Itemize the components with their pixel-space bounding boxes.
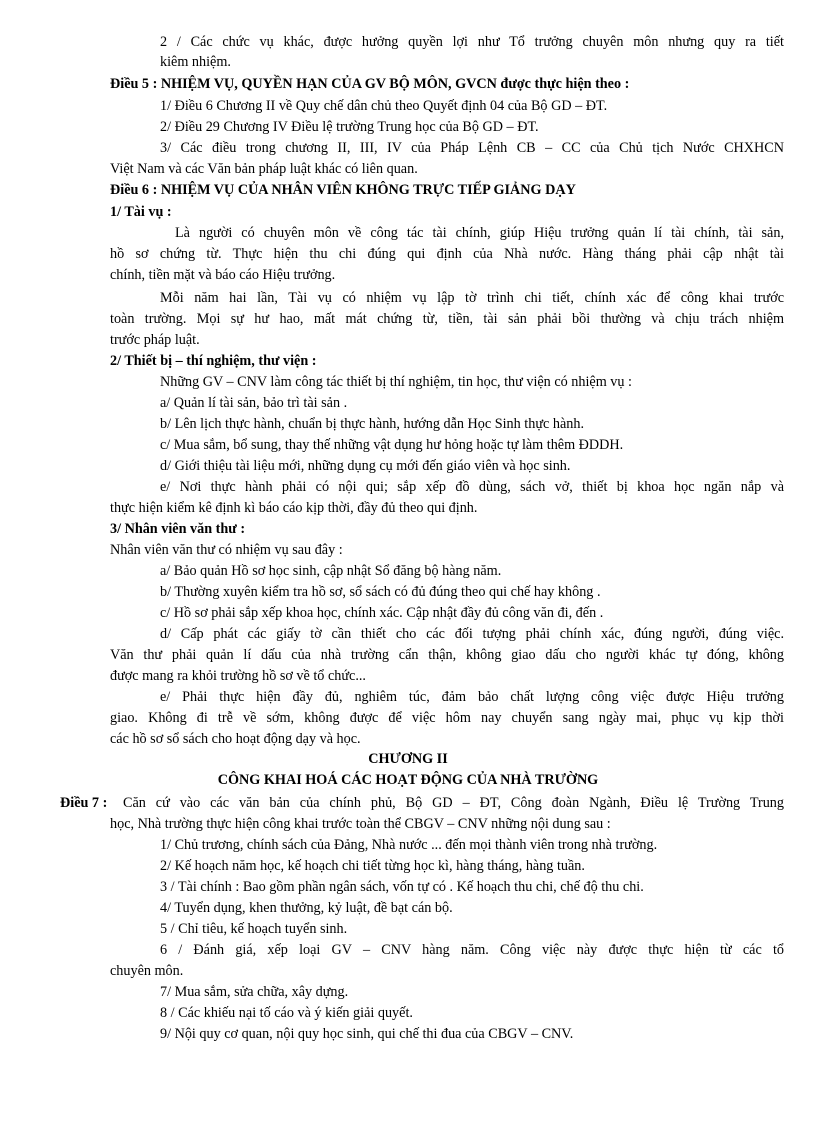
article-7-intro-continuation: học, Nhà trường thực hiện công khai trước toàn thể CBGV – CNV những nội dung sau : bbox=[110, 816, 611, 832]
article-5-item-3-continuation: Việt Nam và các Văn bản pháp luật khác có liên quan. bbox=[110, 161, 418, 177]
article-7-item-6: 6 / Đánh giá, xếp loại GV – CNV hàng năm. Công việc này được thực hiện từ các tổ bbox=[160, 942, 784, 958]
equipment-item-e: e/ Nơi thực hành phải có nội qui; sắp xếp đồ dùng, sách vở, thiết bị khoa học ngăn nắp và bbox=[160, 479, 784, 495]
section-equipment-heading: 2/ Thiết bị – thí nghiệm, thư viện : bbox=[110, 353, 317, 369]
clerk-item-e: e/ Phải thực hiện đầy đủ, nghiêm túc, đảm bảo chất lượng công việc được Hiệu trưởng bbox=[160, 689, 784, 705]
clerk-item-e-line-2: giao. Không đi trễ về sớm, không được để việc hôm nay chuyển sang ngày mai, phục vụ kịp thời bbox=[110, 710, 784, 726]
finance-paragraph-2-line-2: toàn trường. Mọi sự hư hao, mất mát chứng từ, tiền, tài sản phải bồi thường và chịu trách nhiệm bbox=[110, 311, 784, 327]
article-7-item-8: 8 / Các khiếu nại tố cáo và ý kiến giải quyết. bbox=[160, 1005, 413, 1021]
article-7-item-7: 7/ Mua sắm, sửa chữa, xây dựng. bbox=[160, 984, 349, 1000]
article-6-heading: Điều 6 : NHIỆM VỤ CỦA NHÂN VIÊN KHÔNG TRỰC TIẾP GIẢNG DẠY bbox=[110, 182, 576, 198]
equipment-item-e-continuation: thực hiện kiểm kê định kì báo cáo kịp thời, đầy đủ theo qui định. bbox=[110, 500, 478, 516]
clerk-item-d-line-3: được mang ra khỏi trường hồ sơ về tổ chức... bbox=[110, 668, 366, 684]
article-7-item-4: 4/ Tuyển dụng, khen thưởng, kỷ luật, đề bạt cán bộ. bbox=[160, 900, 453, 916]
article-7-item-3: 3 / Tài chính : Bao gồm phần ngân sách, vốn tự có . Kế hoạch thu chi, chế độ thu chi. bbox=[160, 879, 644, 895]
section-clerk-heading: 3/ Nhân viên văn thư : bbox=[110, 521, 246, 537]
finance-paragraph-2: Mỗi năm hai lần, Tài vụ có nhiệm vụ lập tờ trình chi tiết, chính xác để công khai trước bbox=[160, 290, 784, 306]
equipment-item-b: b/ Lên lịch thực hành, chuẩn bị thực hành, hướng dẫn Học Sinh thực hành. bbox=[160, 416, 584, 432]
article-7-item-1: 1/ Chủ trương, chính sách của Đảng, Nhà nước ... đến mọi thành viên trong nhà trường. bbox=[160, 837, 658, 853]
equipment-item-d: d/ Giới thiệu tài liệu mới, những dụng cụ mới đến giáo viên và học sinh. bbox=[160, 458, 571, 474]
article-7-label: Điều 7 : bbox=[60, 795, 108, 811]
article-5-item-2: 2/ Điều 29 Chương IV Điều lệ trường Trung học của Bộ GD – ĐT. bbox=[160, 119, 539, 135]
finance-paragraph-1-line-3: chính, tiền mặt và báo cáo Hiệu trưởng. bbox=[110, 267, 336, 283]
section-finance-heading: 1/ Tài vụ : bbox=[110, 204, 172, 220]
item-2-continuation: kiêm nhiệm. bbox=[160, 54, 231, 70]
chapter-title: CHƯƠNG II bbox=[368, 751, 448, 767]
finance-paragraph-2-line-3: trước pháp luật. bbox=[110, 332, 200, 348]
clerk-item-e-line-3: các hồ sơ sổ sách cho hoạt động dạy và học. bbox=[110, 731, 361, 747]
finance-paragraph-1: Là người có chuyên môn về công tác tài chính, giúp Hiệu trưởng quản lí tài chính, tài sản, bbox=[175, 225, 784, 241]
article-7-intro: Căn cứ vào các văn bản của chính phủ, Bộ GD – ĐT, Công đoàn Ngành, Điều lệ Trường Trung bbox=[123, 795, 784, 811]
article-5-heading: Điều 5 : NHIỆM VỤ, QUYỀN HẠN CỦA GV BỘ MÔN, GVCN được thực hiện theo : bbox=[110, 76, 630, 92]
clerk-intro: Nhân viên văn thư có nhiệm vụ sau đây : bbox=[110, 542, 343, 558]
article-5-item-3: 3/ Các điều trong chương II, III, IV của Pháp Lệnh CB – CC của Chủ tịch Nước CHXHCN bbox=[160, 140, 784, 156]
chapter-subtitle: CÔNG KHAI HOÁ CÁC HOẠT ĐỘNG CỦA NHÀ TRƯỜNG bbox=[217, 772, 599, 788]
clerk-item-b: b/ Thường xuyên kiểm tra hồ sơ, sổ sách có đủ đúng theo qui chế hay không . bbox=[160, 584, 601, 600]
clerk-item-c: c/ Hồ sơ phải sắp xếp khoa học, chính xác. Cập nhật đầy đủ công văn đi, đến . bbox=[160, 605, 604, 621]
article-7-item-2: 2/ Kế hoạch năm học, kế hoạch chi tiết từng học kì, hàng tháng, hàng tuần. bbox=[160, 858, 585, 874]
article-5-item-1: 1/ Điều 6 Chương II về Quy chế dân chủ theo Quyết định 04 của Bộ GD – ĐT. bbox=[160, 98, 608, 114]
article-7-item-9: 9/ Nội quy cơ quan, nội quy học sinh, qui chế thi đua của CBGV – CNV. bbox=[160, 1026, 574, 1042]
equipment-item-a: a/ Quản lí tài sản, bảo trì tài sản . bbox=[160, 395, 348, 411]
clerk-item-a: a/ Bảo quản Hồ sơ học sinh, cập nhật Sổ đăng bộ hàng năm. bbox=[160, 563, 502, 579]
equipment-item-c: c/ Mua sắm, bổ sung, thay thế những vật dụng hư hỏng hoặc tự làm thêm ĐDDH. bbox=[160, 437, 624, 453]
clerk-item-d: d/ Cấp phát các giấy tờ cần thiết cho các đối tượng phải chính xác, đúng người, đúng việc. bbox=[160, 626, 784, 642]
article-7-item-6-continuation: chuyên môn. bbox=[110, 963, 184, 979]
item-2-other-positions: 2 / Các chức vụ khác, được hưởng quyền lợi như Tổ trưởng chuyên môn nhưng quy ra tiết bbox=[160, 34, 784, 50]
finance-paragraph-1-line-2: hồ sơ chứng từ. Thực hiện thu chi đúng qui định của Nhà nước. Hàng tháng phải cập nhật tài bbox=[110, 246, 784, 262]
article-7-item-5: 5 / Chỉ tiêu, kế hoạch tuyển sinh. bbox=[160, 921, 348, 937]
clerk-item-d-line-2: Văn thư phải quản lí dấu của nhà trường cẩn thận, không giao dấu cho người khác tự đóng, không bbox=[110, 647, 784, 663]
equipment-intro: Những GV – CNV làm công tác thiết bị thí nghiệm, tin học, thư viện có nhiệm vụ : bbox=[160, 374, 632, 390]
